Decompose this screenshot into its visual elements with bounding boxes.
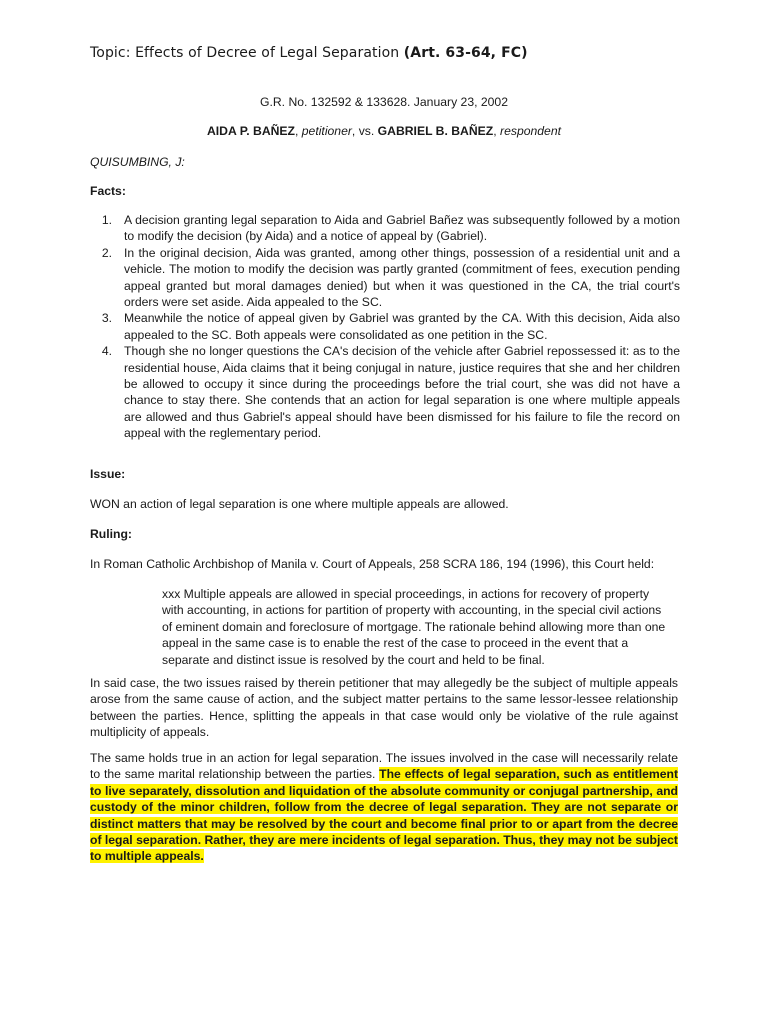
issue-heading: Issue: bbox=[90, 467, 126, 481]
list-item-number: 1. bbox=[101, 213, 112, 227]
ruling-heading: Ruling: bbox=[90, 527, 132, 541]
respondent-name: GABRIEL B. BAÑEZ bbox=[377, 124, 494, 138]
list-item bbox=[90, 343, 680, 441]
ponente: QUISUMBING, J: bbox=[90, 155, 185, 169]
topic-article-reference: (Art. 63-64, FC) bbox=[403, 45, 528, 61]
list-item-text: Though she no longer questions the CA's decision of the vehicle after Gabriel repossessed it: as to the residential house, Aida claims that it being conjugal in nature, justice requires that she and her children be allowed to occupy it since during the proceedings before the trial court, she was did not have a chance to stay there. She contends that an action for legal separation is one where multiple appeals are allowed and thus Gabriel's appeal should have been dismissed for his failure to file the record on appeal with the reglementary period. bbox=[124, 344, 680, 441]
petitioner-name: AIDA P. BAÑEZ bbox=[206, 124, 295, 138]
versus-label: vs. bbox=[358, 124, 375, 138]
topic-line bbox=[90, 45, 528, 61]
list-item bbox=[90, 310, 680, 343]
list-item bbox=[90, 245, 680, 311]
issue-text: WON an action of legal separation is one where multiple appeals are allowed. bbox=[90, 497, 509, 511]
case-number: G.R. No. 132592 & 133628. January 23, 2002 bbox=[260, 95, 508, 109]
ruling-conclusion bbox=[90, 750, 678, 865]
block-quote: xxx Multiple appeals are allowed in special proceedings, in actions for recovery of property with accounting, in actions for partition of property with accounting, in the special civil actions of eminent domain and foreclosure of mortgage. The rationale behind allowing more than one appeal in the same case is to enable the rest of the case to proceed in the event that a separate and distinct issue is resolved by the court and held to be final. bbox=[162, 587, 666, 667]
petitioner-role: petitioner bbox=[301, 124, 352, 138]
list-item-number: 2. bbox=[101, 245, 112, 260]
list-item-text: Meanwhile the notice of appeal given by Gabriel was granted by the CA. With this decision, Aida also appealed to the SC. Both appeals were consolidated as one petition in the SC. bbox=[124, 311, 680, 342]
highlighted-holding: The effects of legal separation, such as entitlement to live separately, dissolution and liquidation of the absolute community or conjugal partnership, and custody of the minor children, follow from the decree of legal separation. They are not separate or distinct matters that may be resolved by the court and become final prior to or apart from the decree of legal separation. Rather, they are mere incidents of legal separation. Thus, they may not be subject to multiple appeals. bbox=[90, 767, 679, 864]
list-item-text: In the original decision, Aida was granted, among other things, possession of a residential unit and a vehicle. The motion to modify the decision was partly granted (commitment of fees, execution pending appeal granted but moral damages denied) but when it was questioned in the CA, the trial court's orders were set aside. Aida appealed to the SC. bbox=[124, 245, 680, 310]
topic-text: Topic: Effects of Decree of Legal Separation bbox=[90, 45, 404, 61]
facts-list bbox=[90, 212, 680, 442]
ruling-paragraph: In said case, the two issues raised by therein petitioner that may allegedly be the subject of multiple appeals arose from the same cause of action, and the subject matter pertains to the same lessor-lessee relationship between the parties. Hence, splitting the appeals in that case would only be violative of the rule against multiplicity of appeals. bbox=[90, 676, 678, 740]
list-item bbox=[90, 212, 680, 245]
ruling-intro: In Roman Catholic Archbishop of Manila v. Court of Appeals, 258 SCRA 186, 194 (1996), this Court held: bbox=[90, 557, 655, 571]
list-item-text: A decision granting legal separation to Aida and Gabriel Bañez was subsequently followed by a motion to modify the decision (by Aida) and a notice of appeal by (Gabriel). bbox=[124, 213, 680, 244]
case-parties: AIDA P. BAÑEZ, petitioner, vs. GABRIEL B. BAÑEZ, respondent bbox=[206, 124, 562, 138]
list-item-number: 3. bbox=[101, 311, 112, 326]
ruling-conclusion-text: The same holds true in an action for legal separation. The issues involved in the case will necessarily relate to the same marital relationship between the parties. bbox=[90, 751, 678, 782]
list-item-number: 4. bbox=[101, 344, 112, 359]
facts-heading: Facts: bbox=[90, 184, 126, 198]
respondent-role: respondent bbox=[500, 124, 562, 138]
